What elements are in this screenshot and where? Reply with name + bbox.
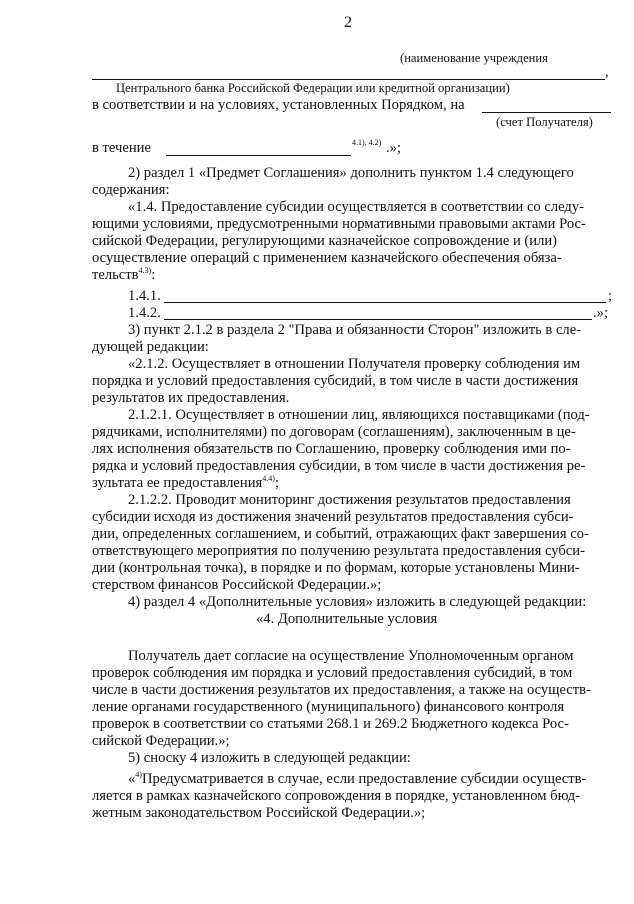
text-line: Получатель дает согласие на осуществление Уполномоченным органом xyxy=(128,648,574,664)
text-line xyxy=(92,267,155,284)
text-line: 2) раздел 1 «Предмет Соглашения» дополнить пунктом 1.4 следующего xyxy=(128,165,574,181)
text-line: числе в части достижения результатов их предоставления, а также на осуществ- xyxy=(92,682,591,698)
section-heading: «4. Дополнительные условия xyxy=(256,611,438,627)
item-label: 1.4.2. xyxy=(128,305,161,321)
text-line: дии (контрольная точка), в порядке и по формам, которые установлены Мини- xyxy=(92,560,580,576)
text-line: 4) раздел 4 «Дополнительные условия» изложить в следующей редакции: xyxy=(128,594,587,610)
text-line: рядчиками, исполнителями) по договорам (соглашениям), заключенным в це- xyxy=(92,424,576,440)
blank-line-item xyxy=(164,302,606,303)
text-line: дующей редакции: xyxy=(92,339,209,355)
text-line: стерством финансов Российской Федерации.»; xyxy=(92,577,382,593)
during-end: .»; xyxy=(386,140,401,156)
footnote-ref: 4.1), 4.2) xyxy=(352,138,382,147)
accordance-text: в соответствии и на условиях, установленных Порядком, на xyxy=(92,97,465,113)
footnote-ref: 4) xyxy=(135,770,142,779)
line-text: тельств xyxy=(92,267,139,283)
line-text: : xyxy=(151,267,156,283)
blank-line-account xyxy=(482,112,611,113)
text-line: ляется в рамках казначейского сопровождения в порядке, установленном бюд- xyxy=(92,788,581,804)
text-line: проверок соблюдения им порядка и условий предоставления субсидий, в том xyxy=(92,665,573,681)
institution-hint: (наименование учреждения xyxy=(400,51,548,65)
text-line: 5) сноску 4 изложить в следующей редакции: xyxy=(128,750,411,766)
text-line: дии, определенных соглашением, и событий, отражающих факт завершения со- xyxy=(92,526,589,542)
comma: , xyxy=(605,64,609,80)
line-text: зультата ее предоставления xyxy=(92,475,263,491)
text-line: 2.1.2.2. Проводит мониторинг достижения результатов предоставления xyxy=(128,492,571,508)
text-line xyxy=(92,475,279,492)
footnote-ref: 4.3) xyxy=(138,266,152,275)
text-line: лях исполнения обязательств по Соглашению, проверку соблюдения ими по- xyxy=(92,441,571,457)
footnote-ref: 4.4) xyxy=(262,474,275,483)
text-line: ответствующего мероприятия по получению результата предоставления субси- xyxy=(92,543,585,559)
text-line: рядка и условий предоставления субсидии, в том числе в части достижения ре- xyxy=(92,458,586,474)
line-text: Предусматривается в случае, если предоставление субсидии осуществ- xyxy=(141,771,587,787)
text-line: субсидии исходя из достижения значений результатов предоставления субси- xyxy=(92,509,574,525)
text-line: порядка и условий предоставления субсидий, в том числе в части достижения xyxy=(92,373,579,389)
during-text: в течение xyxy=(92,140,151,156)
text-line: содержания: xyxy=(92,182,170,198)
text-line: 3) пункт 2.1.2 в раздела 2 "Права и обязанности Сторон" изложить в сле- xyxy=(128,322,582,338)
text-line: жетным законодательством Российской Федерации.»; xyxy=(92,805,426,821)
account-hint: (счет Получателя) xyxy=(496,115,593,129)
text-line: 2.1.2.1. Осуществляет в отношении лиц, являющихся поставщиками (под- xyxy=(128,407,590,423)
text-line: «1.4. Предоставление субсидии осуществляется в соответствии со следу- xyxy=(128,199,584,215)
text-line: осуществление операций с применением казначейского обеспечения обяза- xyxy=(92,250,562,266)
text-line: результатов их предоставления. xyxy=(92,390,290,406)
text-line: ление органами государственного (муниципального) финансового контроля xyxy=(92,699,565,715)
text-line: сийской Федерации, регулирующими казначейское сопровождение и (или) xyxy=(92,233,558,249)
item-end: .»; xyxy=(593,305,608,321)
line-text: ; xyxy=(274,475,279,491)
blank-line-item xyxy=(164,319,592,320)
blank-line-during xyxy=(166,155,351,156)
text-line: «2.1.2. Осуществляет в отношении Получателя проверку соблюдения им xyxy=(128,356,581,372)
text-line xyxy=(128,771,586,788)
text-line: ющими условиями, предусмотренными нормативными правовыми актами Рос- xyxy=(92,216,586,232)
line-text: « xyxy=(128,771,136,787)
page-number: 2 xyxy=(344,14,352,31)
item-end: ; xyxy=(608,288,613,304)
text-line: сийской Федерации.»; xyxy=(92,733,230,749)
item-label: 1.4.1. xyxy=(128,288,161,304)
text-line: проверок в соответствии со статьями 268.1 и 269.2 Бюджетного кодекса Рос- xyxy=(92,716,569,732)
bank-hint: Центрального банка Российской Федерации или кредитной организации) xyxy=(116,81,510,95)
